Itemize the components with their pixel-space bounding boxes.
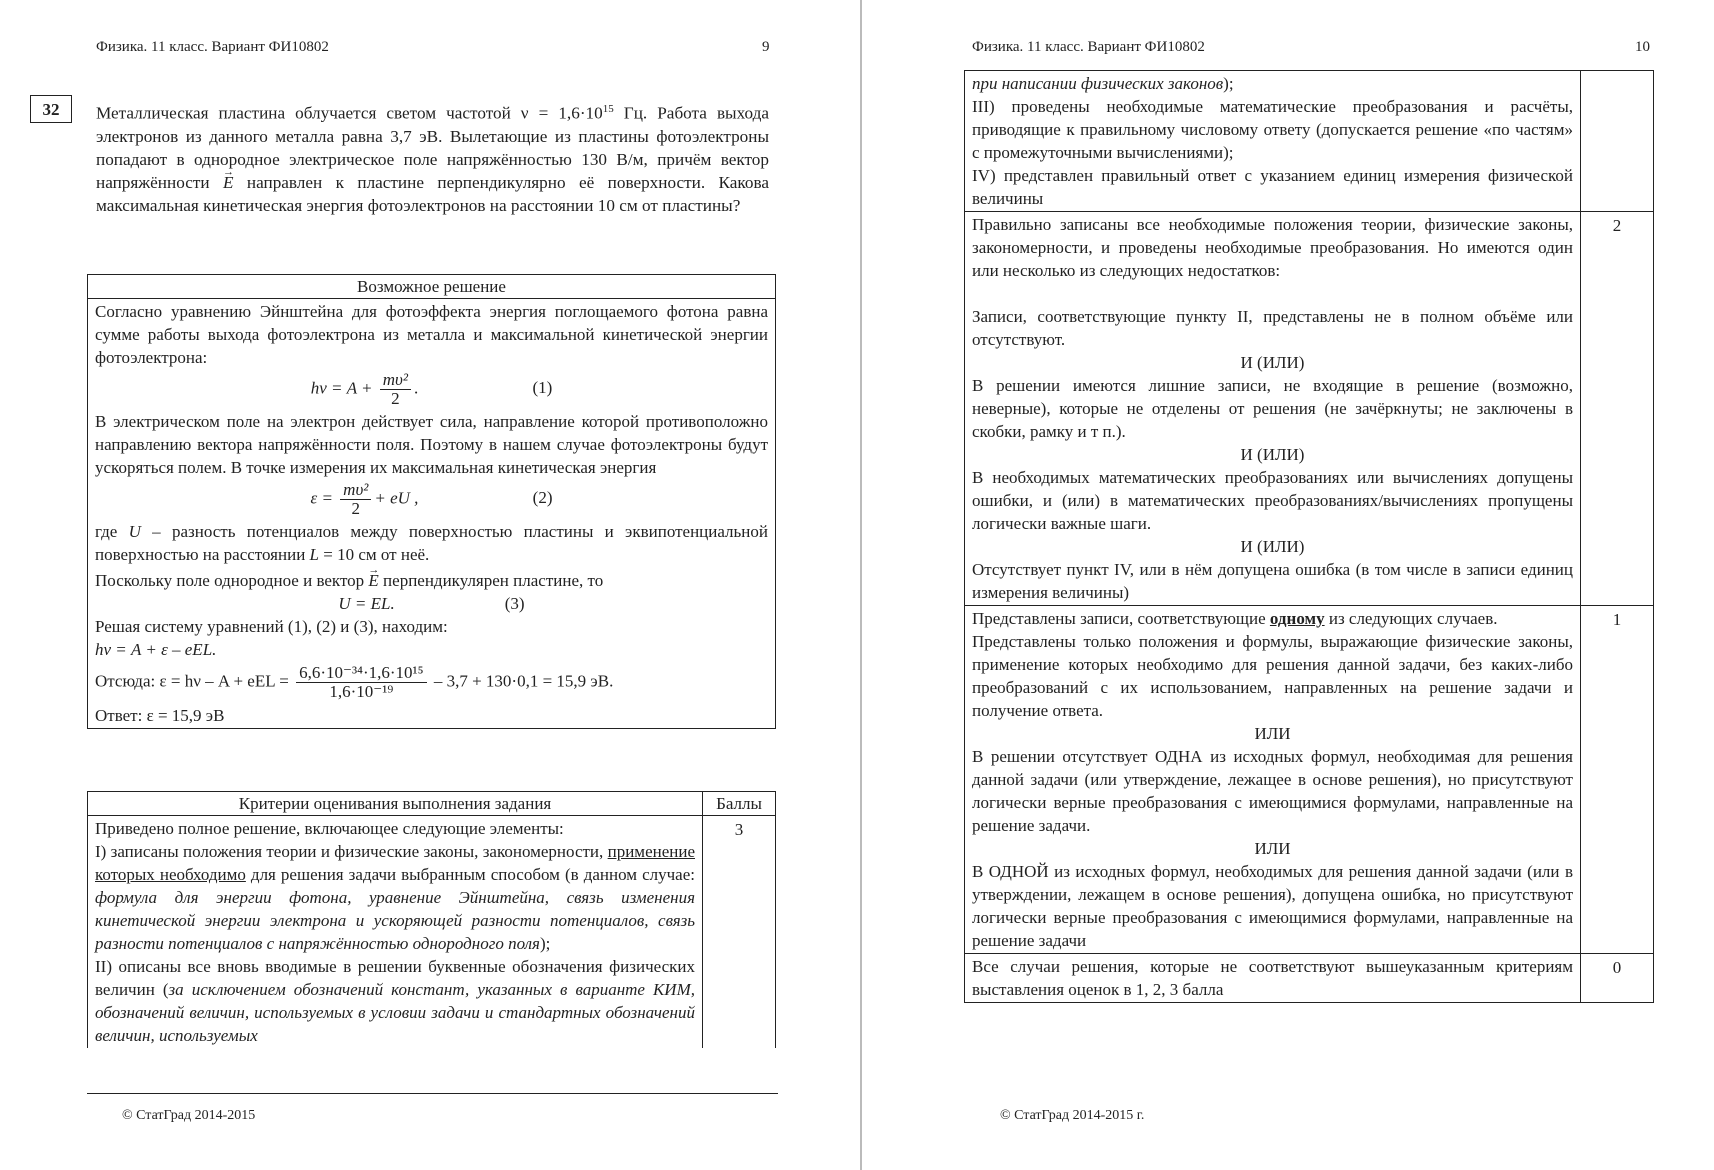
page-header: Физика. 11 класс. Вариант ФИ10802 [96,39,329,55]
formula-1: hν = A + $\frac{\text{mυ²}}{2}$ . (1) [310,370,553,408]
criteria-1-or-2: ИЛИ [1254,839,1291,858]
criteria-1-text-1: Представлены записи, соответствующие одному из следующих случаев. [972,609,1498,628]
page-number: 9 [762,39,770,55]
solution-table [87,274,776,729]
criteria-1-or-1: ИЛИ [1254,724,1291,743]
solution-text-5: Решая систему уравнений (1), (2) и (3), находим: [95,617,448,636]
solution-text-2: В электрическом поле на электрон действует сила, направление которой противоположно направлению вектора напряжённости поля. Поэтому в нашем случае фотоэлектроны будут ускоряться полем. В точке измерения их максимальная кинетическая энергия [95,412,768,477]
problem-statement: Металлическая пластина облучается светом частотой $\nu = 1,6\cdot 10^{15}$ Гц. Работа выхода электронов из данного металла равна 3,7 эВ. Вылетающие из пластины фотоэлектроны попадают в однородное электрическое поле напряжённостью 130 В/м, причём вектор напряжённости → E направлен к пластине перпендикулярно её поверхности. Какова максимальная кинетическая энергия фотоэлектронов на расстоянии 10 см от пластины? [96,98,769,217]
formula-2: ε = $\frac{\text{mυ²}}{2}$ + eU , (2) [310,480,553,518]
criteria-2-or-3: И (ИЛИ) [1240,537,1305,556]
criteria-table [87,791,776,1048]
right-page [862,0,1714,1170]
page-header: Физика. 11 класс. Вариант ФИ10802 [972,39,1205,55]
solution-answer: Ответ: ε = 15,9 эВ [95,706,225,725]
criteria-points-0: 0 [1581,954,1654,1003]
solution-body [88,299,776,729]
criteria-points-3: 3 [703,816,776,1049]
solution-text-1: Согласно уравнению Эйнштейна для фотоэффекта энергия поглощаемого фотона равна сумме работы выхода фотоэлектрона из металла и максимальной кинетической энергии фотоэлектрона: [95,302,768,367]
criteria-cont-italic: при написании физических законов); [972,74,1234,93]
vector-e-symbol: → E [223,173,234,192]
criteria-1-text-3: В решении отсутствует ОДНА из исходных формул, необходимая для решения данной задачи (или утверждение, лежащее в основе решения), но присутствуют логически верные преобразования с имеющимися формулами, направленные на решение задачи. [972,747,1573,835]
criteria-table-continued [964,70,1654,1003]
criteria-row-0 [965,954,1581,1003]
criteria-points-3-continued [1581,71,1654,212]
solution-text-3: где U – разность потенциалов между поверхностью пластины и эквипотенциальной поверхностью на расстоянии L = 10 см от неё. [95,522,768,564]
page-footer: © СтатГрад 2014-2015 [122,1108,256,1123]
criteria-2-text-3: В решении имеются лишние записи, не входящие в решение (возможно, неверные), которые не отделены от решения (не зачёркнуты; не заключены в скобки, рамку и т п.). [972,376,1573,441]
criteria-points-1: 1 [1581,606,1654,954]
task-number-box: 32 [30,95,72,123]
page-footer: © СтатГрад 2014-2015 г. [1000,1108,1145,1123]
page-number: 10 [1635,39,1650,55]
criteria-row-1 [965,606,1581,954]
formula-5: Отсюда: ε = hν – A + eEL = $\frac{\text{6,6·10⁻³⁴·1,6·10¹⁵}}{\text{1,6·10⁻¹⁹}}$ – 3,7 + 130·0,1 = 15,9 эВ. [95,663,614,701]
criteria-2-text-1: Правильно записаны все необходимые положения теории, физические законы, закономерности, и проведены необходимые преобразования. Но имеются один или несколько из следующих недостатков: [972,215,1573,280]
criteria-2-or-2: И (ИЛИ) [1240,445,1305,464]
formula-3: U = EL. (3) [338,594,525,613]
criteria-2-text-5: Отсутствует пункт IV, или в нём допущена ошибка (в том числе в записи единиц измерения величины) [972,560,1573,602]
solution-title: Возможное решение [88,275,776,299]
criteria-row-3-continued [965,71,1581,212]
criteria-row-3 [88,816,703,1049]
criteria-item-ii: II) описаны все вновь вводимые в решении буквенные обозначения физических величин (за исключением обозначений констант, указанных в варианте КИМ, обозначений величин, используемых в условии задачи и стандартных обозначений величин, используемых [95,957,695,1045]
criteria-item-iv: IV) представлен правильный ответ с указанием единиц измерения физической величины [972,166,1573,208]
criteria-2-text-4: В необходимых математических преобразованиях или вычислениях допущены ошибки, и (или) в математических преобразованиях/вычислениях пропущены логически важные шаги. [972,468,1573,533]
formula-4: hν = A + ε – eEL. [95,640,217,659]
criteria-1-text-4: В ОДНОЙ из исходных формул, необходимых для решения данной задачи (или в утверждении, лежащем в основе решения), допущена ошибка, но присутствуют логически верные преобразования с имеющимися формулами, направленные на решение задачи [972,862,1573,950]
criteria-2-text-2: Записи, соответствующие пункту II, представлены не в полном объёме или отсутствуют. [972,307,1573,349]
criteria-0-text: Все случаи решения, которые не соответствуют вышеуказанным критериям выставления оценок в 1, 2, 3 балла [972,957,1573,999]
criteria-table-wrap [87,791,778,1094]
criteria-row-2 [965,212,1581,606]
criteria-1-text-2: Представлены только положения и формулы, выражающие физические законы, применение которых необходимо для решения данной задачи, без каких-либо преобразований с их использованием, направленных на решение задачи и получение ответа. [972,632,1573,720]
criteria-item-i: I) записаны положения теории и физические законы, закономерности, применение которых необходимо для решения задачи выбранным способом (в данном случае: формула для энергии фотона, уравнение Эйнштейна, связь изменения кинетической энергии электрона и ускоряющей разности потенциалов, связь разности потенциалов с напряжённостью однородного поля); [95,842,695,953]
criteria-item-iii: III) проведены необходимые математические преобразования и расчёты, приводящие к правильному числовому ответу (допускается решение «по частям» с промежуточными вычислениями); [972,97,1573,162]
solution-text-4: Поскольку поле однородное и вектор → E перпендикулярен пластине, то [95,569,768,592]
points-title: Баллы [703,792,776,816]
criteria-intro: Приведено полное решение, включающее следующие элементы: [95,819,564,838]
criteria-2-or-1: И (ИЛИ) [1240,353,1305,372]
criteria-points-2: 2 [1581,212,1654,606]
criteria-title: Критерии оценивания выполнения задания [88,792,703,816]
